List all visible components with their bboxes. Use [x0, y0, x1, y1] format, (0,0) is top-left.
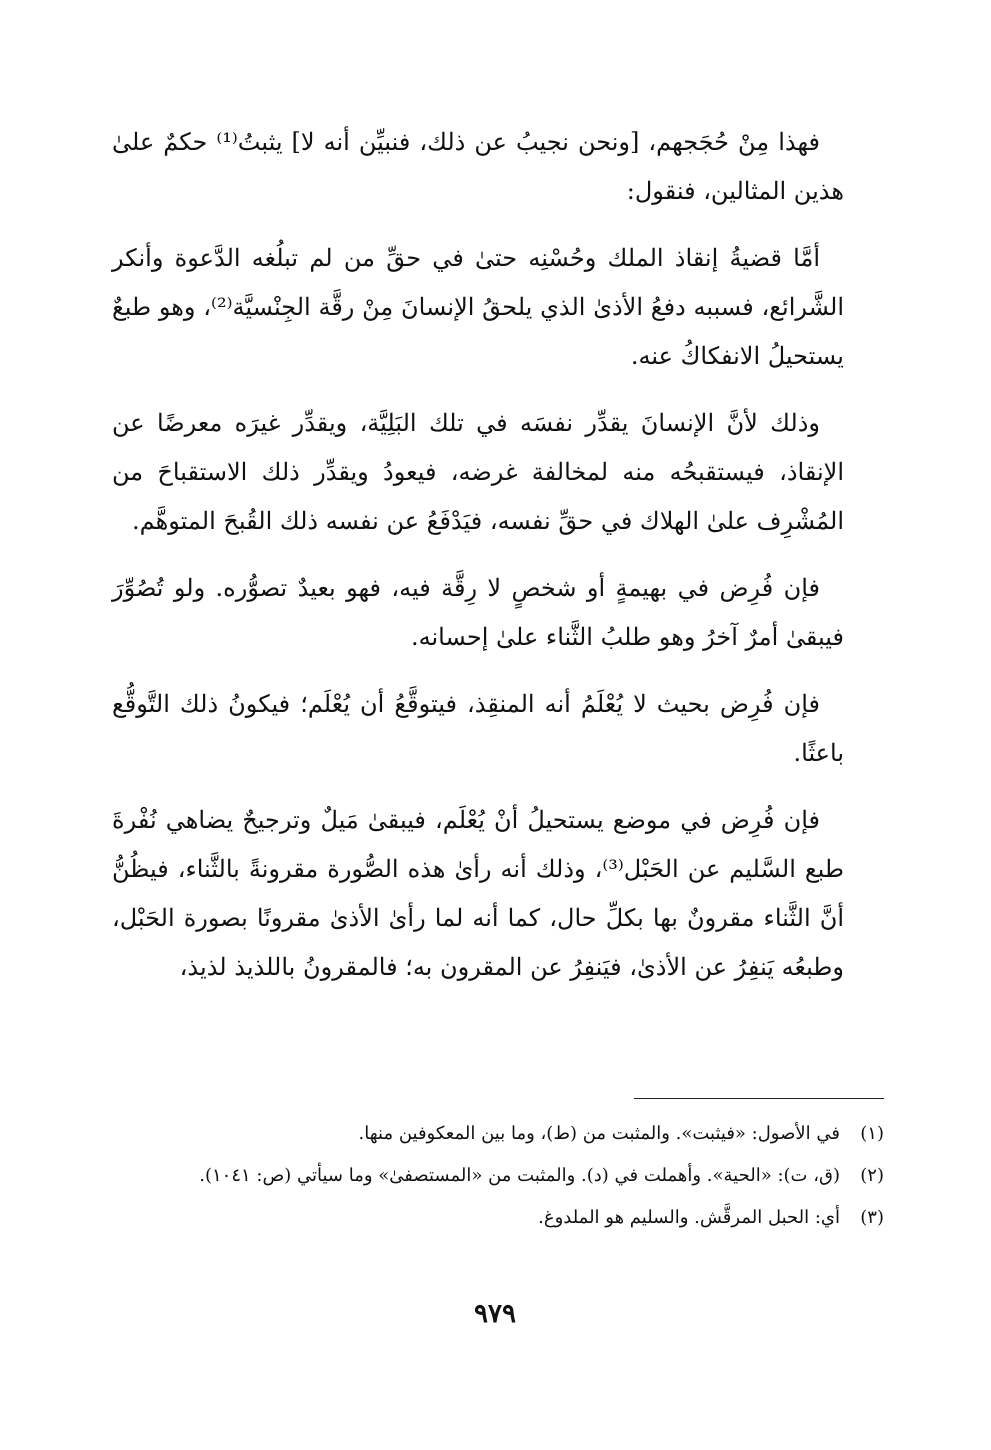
paragraph: فإن فُرِض بحيث لا يُعْلَمُ أنه المنقِذ، فيتوقَّعُ أن يُعْلَم؛ فيكونُ ذلك التَّوقُّع باعثًا. [112, 690, 844, 767]
paragraph: فإن فُرِض في موضع يستحيلُ أنْ يُعْلَم، فيبقىٰ مَيلٌ وترجيحٌ يضاهي نُفْرةَ طبع السَّليم عن الحَبْل⁽³⁾، وذلك أنه رأىٰ هذه الصُّورة مقرونةً بالثَّناء، فيظُنُّ أنَّ الثَّناء مقرونٌ بها بكلِّ حال، كما أنه لما رأىٰ الأذىٰ مقرونًا بصورة الحَبْل، وطبعُه يَنفِرُ عن الأذىٰ، فيَنفِرُ عن المقرون به؛ فالمقرونُ باللذيذ لذيذ، [112, 806, 845, 981]
footnote [112, 1158, 884, 1194]
footnote-number: (٣) [860, 1207, 884, 1228]
footnote-text: أي: الحبل المرقَّش. والسليم هو الملدوغ. [538, 1207, 840, 1228]
paragraph: فإن فُرِض في بهيمةٍ أو شخصٍ لا رِقَّة فيه، فهو بعيدٌ تصوُّره. ولو تُصُوِّرَ فيبقىٰ أمرٌ آخرُ وهو طلبُ الثَّناء علىٰ إحسانه. [112, 574, 844, 651]
footnote [112, 1116, 884, 1152]
main-text [112, 118, 844, 1010]
paragraph: أمَّا قضيةُ إنقاذ الملك وحُسْنِه حتىٰ في حقِّ من لم تبلُغه الدَّعوة وأنكر الشَّرائع، فسببه دفعُ الأذىٰ الذي يلحقُ الإنسانَ مِنْ رقَّة الجِنْسيَّة⁽²⁾، وهو طبعٌ يستحيلُ الانفكاكُ عنه. [112, 244, 844, 370]
footnote-text: (ق، ت): «الحية». وأهملت في (د). والمثبت من «المستصفىٰ» وما سيأتي (ص: ١٠٤١). [199, 1165, 840, 1186]
footnote-divider [634, 1098, 884, 1099]
footnote-text: في الأصول: «فيثبت». والمثبت من (ط)، وما بين المعكوفين منها. [358, 1123, 840, 1144]
page-number: ٩٧٩ [474, 1299, 516, 1329]
footnote-number: (٢) [860, 1165, 884, 1186]
footnotes [112, 1116, 884, 1242]
footnote-number: (١) [860, 1123, 884, 1144]
paragraph: فهذا مِنْ حُجَجهم، [ونحن نجيبُ عن ذلك، فنبيِّن أنه لا] يثبتُ⁽¹⁾ حكمٌ علىٰ هذين المثالين، فنقول: [112, 128, 844, 205]
paragraph: وذلك لأنَّ الإنسانَ يقدِّر نفسَه في تلك البَلِيَّة، ويقدِّر غيرَه معرضًا عن الإنقاذ، فيستقبحُه منه لمخالفة غرضه، فيعودُ ويقدِّر ذلك الاستقباحَ من المُشْرِف علىٰ الهلاك في حقِّ نفسه، فيَدْفَعُ عن نفسه ذلك القُبحَ المتوهَّم. [112, 409, 844, 535]
footnote [112, 1200, 884, 1236]
